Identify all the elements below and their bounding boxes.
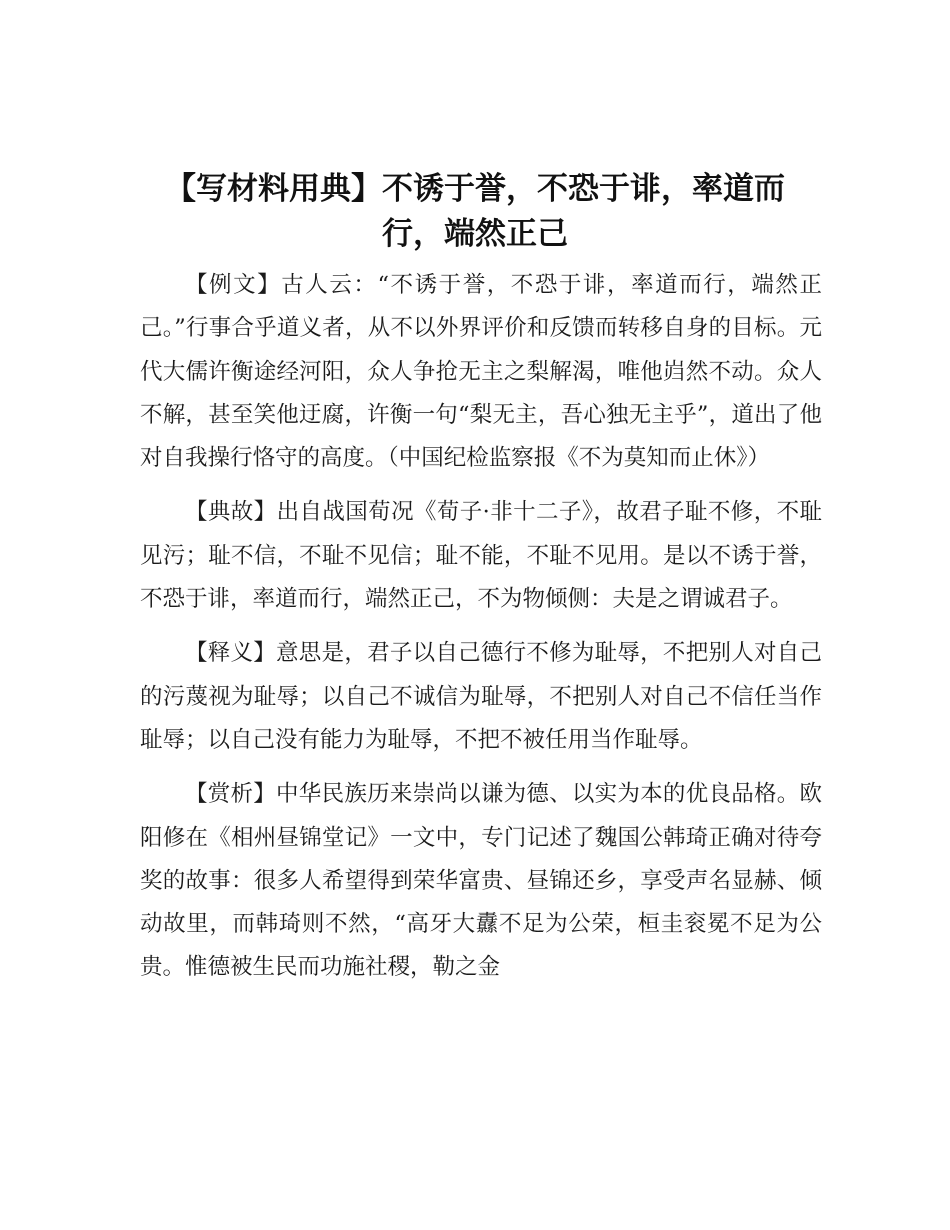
paragraph-allusion: [140, 491, 822, 621]
document-title: 【写材料用典】不诱于誉，不恐于诽，率道而行，端然正己: [165, 171, 785, 252]
paragraph-text: 出自战国荀况《荀子·非十二子》，故君子耻不修，不耻见污；耻不信，不耻不见信；耻不能，不耻不见用。是以不诱于誉，不恐于诽，率道而行，端然正己，不为物倾侧：夫是之谓诚君子。: [140, 499, 822, 613]
paragraph-text: 意思是，君子以自己德行不修为耻辱，不把别人对自己的污蔑视为耻辱；以自己不诚信为耻辱，不把别人对自己不信任当作耻辱；以自己没有能力为耻辱，不把不被任用当作耻辱。: [140, 640, 822, 753]
paragraph-meaning: [140, 632, 822, 762]
paragraph-tag: 【典故】: [185, 499, 277, 526]
paragraph-text: 古人云：“不诱于誉，不恐于诽，率道而行，端然正己。”行事合乎道义者，从不以外界评价和反馈而转移自身的目标。元代大儒许衡途经河阳，众人争抢无主之梨解渴，唯他岿然不动。众人不解，甚至笑他迂腐，许衡一句“梨无主，吾心独无主乎”，道出了他对自我操行恪守的高度。（中国纪检监察报《不为莫知而止休》）: [140, 272, 822, 472]
paragraph-tag: 【释义】: [185, 640, 277, 667]
paragraph-tag: 【赏析】: [185, 781, 277, 808]
paragraph-tag: 【例文】: [185, 272, 282, 298]
paragraph-example: [140, 264, 822, 480]
document-body: [140, 264, 822, 1001]
paragraph-text: 中华民族历来崇尚以谦为德、以实为本的优良品格。欧阳修在《相州昼锦堂记》一文中，专门记述了魏国公韩琦正确对待夸奖的故事：很多人希望得到荣华富贵、昼锦还乡，享受声名显赫、倾动故里，而韩琦则不然，“高牙大纛不足为公荣，桓圭衮冕不足为公贵。惟德被生民而功施社稷，勒之金: [140, 781, 822, 981]
paragraph-appreciation: [140, 773, 822, 989]
